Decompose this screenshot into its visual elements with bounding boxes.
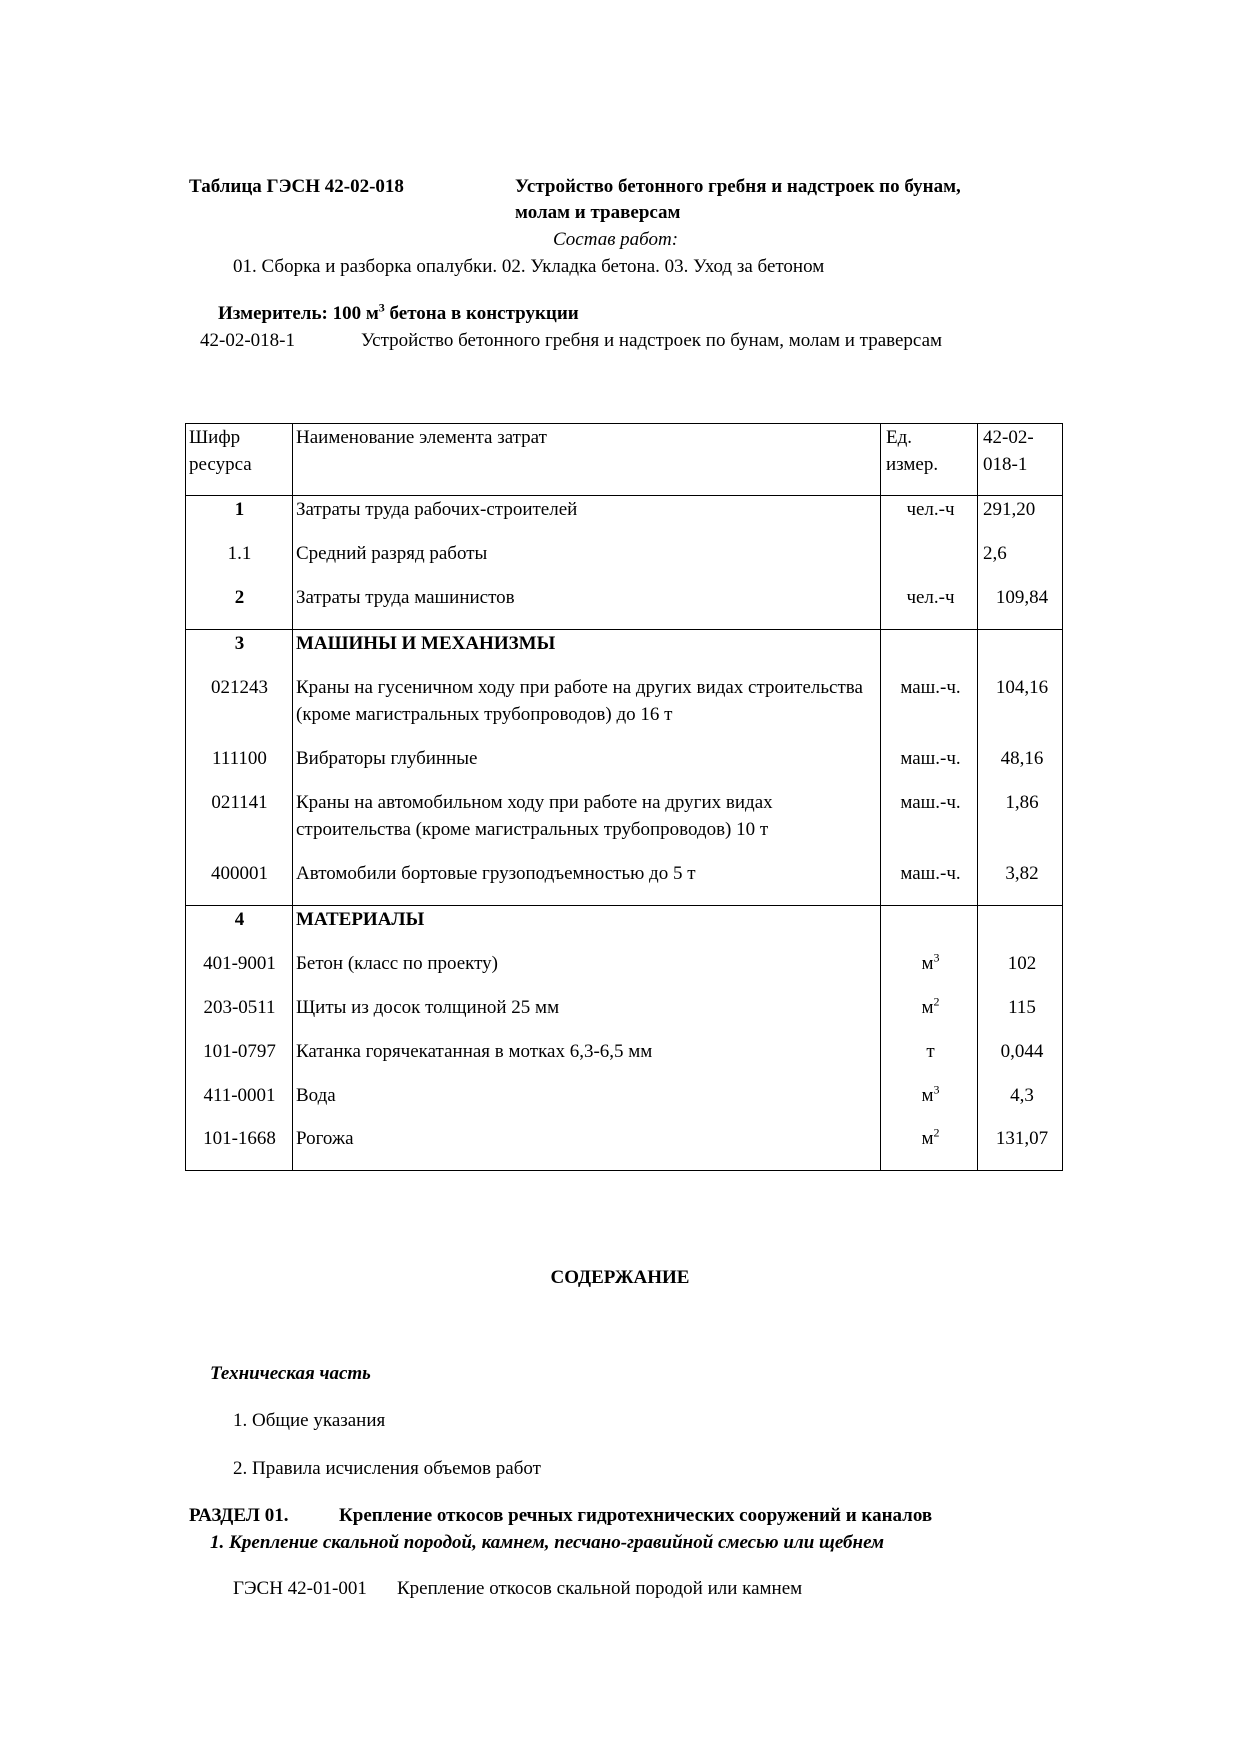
row-value: 131,07 [995, 1128, 1049, 1149]
row-name: МАТЕРИАЛЫ [296, 909, 425, 930]
row-code: 021243 [211, 677, 268, 698]
unit-sup: 2 [933, 1125, 940, 1140]
header-value [983, 424, 1034, 478]
row-code: 4 [234, 909, 245, 930]
row-code: 1 [234, 499, 245, 520]
row-name: Краны на гусеничном ходу при работе на других видах строительства (кроме магистральных трубопроводов) до 16 т [296, 677, 863, 725]
row-value: 48,16 [1000, 748, 1044, 769]
row-name: Вода [296, 1085, 336, 1106]
unit-base: м [921, 1128, 934, 1149]
row-code: 1.1 [227, 543, 252, 564]
unit-base: м [921, 997, 934, 1018]
composition-label: Состав работ: [553, 229, 679, 250]
header-code [189, 424, 252, 478]
row-code: 3 [234, 633, 245, 654]
header-name: Наименование элемента затрат [296, 427, 547, 448]
row-code: 203-0511 [203, 997, 276, 1018]
row-value: 2,6 [983, 543, 1007, 564]
row-value: 291,20 [983, 499, 1036, 520]
composition-text: 01. Сборка и разборка опалубки. 02. Укладка бетона. 03. Уход за бетоном [233, 256, 825, 277]
table-title-line1: Устройство бетонного гребня и надстроек по бунам, [515, 176, 961, 197]
gesn-title[interactable]: Крепление откосов скальной породой или камнем [397, 1578, 803, 1599]
row-value: 115 [1008, 997, 1036, 1018]
row-code: 411-0001 [203, 1085, 276, 1106]
row-name: Автомобили бортовые грузоподъемностью до 5 т [296, 863, 696, 884]
resource-table [185, 423, 1063, 1171]
meter-line [218, 300, 579, 325]
unit-base: м [921, 1085, 934, 1106]
row-code: 401-9001 [203, 953, 276, 974]
row-name: Средний разряд работы [296, 543, 488, 564]
subsection-title[interactable]: 1. Крепление скальной породой, камнем, песчано-гравийной смесью или щебнем [210, 1532, 885, 1553]
header-unit-line1: Ед. [886, 427, 913, 448]
row-code: 2 [234, 587, 245, 608]
row-unit [883, 1082, 978, 1109]
unit-sup: 3 [933, 1082, 940, 1097]
row-unit: маш.-ч. [900, 748, 961, 769]
row-name: МАШИНЫ И МЕХАНИЗМЫ [296, 633, 556, 654]
header-code-line2: ресурса [189, 454, 252, 475]
row-value: 104,16 [995, 677, 1049, 698]
meter-suffix: бетона в конструкции [384, 303, 579, 324]
row-unit: маш.-ч. [900, 792, 961, 813]
row-value: 0,044 [1000, 1041, 1044, 1062]
row-name: Катанка горячекатанная в мотках 6,3-6,5 мм [296, 1041, 653, 1062]
row-value: 3,82 [1005, 863, 1039, 884]
row-unit [883, 994, 978, 1021]
row-name: Бетон (класс по проекту) [296, 953, 499, 974]
meter-prefix: Измеритель: 100 м [218, 303, 379, 324]
header-value-line2: 018-1 [983, 454, 1028, 475]
row-code: 021141 [211, 792, 268, 813]
contents-heading: СОДЕРЖАНИЕ [550, 1267, 690, 1288]
row-code: 101-1668 [203, 1128, 276, 1149]
gesn-code[interactable]: ГЭСН 42-01-001 [233, 1578, 367, 1599]
contents-item-general[interactable]: 1. Общие указания [233, 1410, 386, 1431]
row-value: 102 [1007, 953, 1037, 974]
unit-sup: 3 [933, 950, 940, 965]
header-unit [886, 424, 938, 478]
row-name: Рогожа [296, 1128, 354, 1149]
row-code: 101-0797 [203, 1041, 276, 1062]
row-name: Затраты труда машинистов [296, 587, 515, 608]
section-title[interactable]: Крепление откосов речных гидротехнических сооружений и каналов [339, 1505, 933, 1526]
row-name: Краны на автомобильном ходу при работе на других видах строительства (кроме магистральных трубопроводов) 10 т [296, 792, 773, 840]
section-label: РАЗДЕЛ 01. [189, 1505, 289, 1526]
header-code-line1: Шифр [189, 427, 241, 448]
row-code: 400001 [211, 863, 268, 884]
row-value: 109,84 [995, 587, 1049, 608]
row-unit: т [926, 1041, 935, 1062]
contents-item-rules[interactable]: 2. Правила исчисления объемов работ [233, 1458, 541, 1479]
norm-name: Устройство бетонного гребня и надстроек по бунам, молам и траверсам [361, 330, 943, 351]
row-unit [883, 1125, 978, 1152]
norm-code: 42-02-018-1 [200, 330, 295, 351]
meter-sup: 3 [378, 300, 385, 315]
row-name: Щиты из досок толщиной 25 мм [296, 997, 560, 1018]
unit-sup: 2 [933, 994, 940, 1009]
row-name: Вибраторы глубинные [296, 748, 478, 769]
header-unit-line2: измер. [886, 454, 939, 475]
header-value-line1: 42-02- [983, 427, 1034, 448]
tech-part-link[interactable]: Техническая часть [210, 1363, 371, 1384]
row-unit: чел.-ч [906, 587, 955, 608]
table-title-line2: молам и траверсам [515, 202, 681, 223]
table-label: Таблица ГЭСН 42-02-018 [189, 176, 404, 197]
row-value: 4,3 [1010, 1085, 1034, 1106]
unit-base: м [921, 953, 934, 974]
row-value: 1,86 [1005, 792, 1039, 813]
row-unit: чел.-ч [906, 499, 955, 520]
row-unit [883, 950, 978, 977]
row-unit: маш.-ч. [900, 677, 961, 698]
row-code: 111100 [212, 748, 267, 769]
row-name: Затраты труда рабочих-строителей [296, 499, 578, 520]
row-unit: маш.-ч. [900, 863, 961, 884]
